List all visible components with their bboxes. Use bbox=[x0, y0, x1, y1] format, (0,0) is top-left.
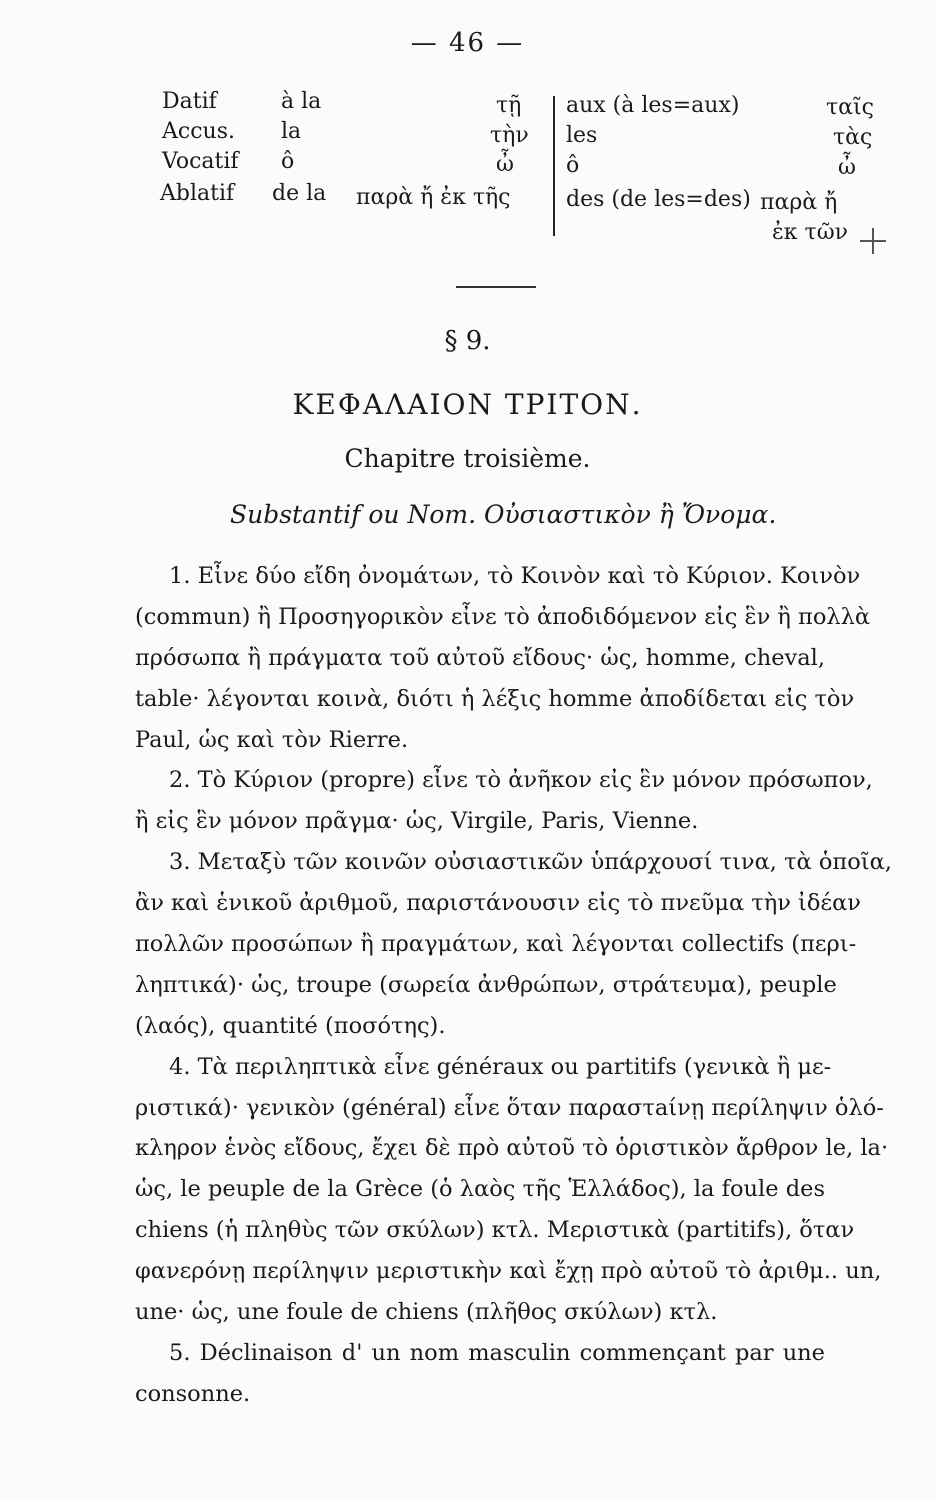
french-plural: les bbox=[566, 123, 598, 148]
french-singular: de la bbox=[272, 181, 327, 206]
text-line: 4. Τὰ περιληπτικὰ εἶνε généraux ou partitifs (γενικὰ ἢ με- bbox=[169, 1053, 832, 1080]
text-line: 5. Déclinaison d' un nom masculin commençant par une bbox=[169, 1339, 825, 1366]
greek-singular: παρὰ ἤ ἐκ τῆς bbox=[356, 185, 511, 210]
subheading: Substantif ou Nom. Οὐσιαστικὸν ἢ Ὄνομα. bbox=[230, 500, 777, 529]
text-line: consonne. bbox=[135, 1380, 251, 1407]
text-line: (λαός), quantité (ποσότης). bbox=[135, 1012, 446, 1039]
text-line: chiens (ἡ πληθὺς τῶν σκύλων) κτλ. Μεριστικὰ (partitifs), ὅταν bbox=[135, 1217, 855, 1244]
text-line: πρόσωπα ἢ πράγματα τοῦ αὐτοῦ εἴδους· ὡς, homme, cheval, bbox=[135, 644, 825, 671]
case-label: Vocatif bbox=[162, 149, 239, 174]
greek-singular: τὴν bbox=[490, 123, 529, 148]
text-line: φανερόνῃ περίληψιν μεριστικὴν καὶ ἔχῃ πρὸ αὐτοῦ τὸ ἀριθμ.. un, bbox=[135, 1258, 882, 1285]
section-rule bbox=[456, 286, 536, 288]
greek-plural-continuation: ἐκ τῶν bbox=[772, 220, 849, 245]
text-line: ἢ εἰς ἓν μόνον πρᾶγμα· ὡς, Virgile, Paris, Vienne. bbox=[135, 808, 699, 835]
text-line: 3. Μεταξὺ τῶν κοινῶν οὐσιαστικῶν ὑπάρχουσί τινα, τὰ ὁποῖα, bbox=[169, 849, 892, 876]
table-divider bbox=[553, 96, 555, 236]
body-text bbox=[135, 556, 892, 1415]
greek-plural: ὦ bbox=[838, 155, 856, 180]
french-plural: ô bbox=[566, 153, 580, 178]
case-label: Ablatif bbox=[160, 181, 235, 206]
greek-singular: ὦ bbox=[496, 152, 514, 177]
text-line: 2. Τὸ Κύριον (propre) εἶνε τὸ ἀνῆκον εἰς ἓν μόνον πρόσωπον, bbox=[169, 767, 873, 794]
page-number: — 46 — bbox=[410, 28, 525, 58]
text-line: κληρον ἑνὸς εἴδους, ἔχει δὲ πρὸ αὐτοῦ τὸ ὁριστικὸν ἄρθρον le, la· bbox=[135, 1135, 889, 1162]
greek-plural: παρὰ ἤ bbox=[760, 190, 838, 215]
case-label: Accus. bbox=[162, 119, 235, 144]
text-line: (commun) ἢ Προσηγορικὸν εἶνε τὸ ἀποδιδόμενον εἰς ἓν ἢ πολλὰ bbox=[135, 603, 871, 630]
greek-plural: ταῖς bbox=[826, 95, 874, 120]
text-line: ἂν καὶ ἑνικοῦ ἀριθμοῦ, παριστάνουσιν εἰς τὸ πνεῦμα τὴν ἰδέαν bbox=[135, 890, 861, 917]
text-line: ὡς, le peuple de la Grèce (ὁ λαὸς τῆς Ἑλλάδος), la foule des bbox=[135, 1176, 825, 1203]
french-plural: aux (à les=aux) bbox=[566, 93, 740, 118]
section-mark: § 9. bbox=[444, 326, 491, 356]
chapter-subtitle: Chapitre troisième. bbox=[344, 444, 591, 473]
text-line: πολλῶν προσώπων ἢ πραγμάτων, καὶ λέγονται collectifs (περι- bbox=[135, 931, 857, 958]
chapter-title: ΚΕΦΑΛΑΙΟΝ ΤΡΙΤΟΝ. bbox=[292, 388, 643, 421]
margin-mark bbox=[860, 228, 886, 254]
french-singular: à la bbox=[281, 89, 322, 114]
french-singular: la bbox=[281, 119, 302, 144]
greek-singular: τῇ bbox=[496, 93, 522, 118]
text-line: une· ὡς, une foule de chiens (πλῆθος σκύλων) κτλ. bbox=[135, 1299, 718, 1326]
text-line: Paul, ὡς καὶ τὸν Rierre. bbox=[135, 726, 409, 753]
text-line: ριστικά)· γενικὸν (général) εἶνε ὅταν παραστaίνῃ περίληψιν ὁλό- bbox=[135, 1094, 884, 1121]
text-line: table· λέγονται κοινὰ, διότι ἡ λέξις homme ἀποδίδεται εἰς τὸν bbox=[135, 685, 855, 712]
case-label: Datif bbox=[162, 89, 217, 114]
text-line: 1. Εἶνε δύο εἴδη ὀνομάτων, τὸ Κοινὸν καὶ τὸ Κύριον. Κοινὸν bbox=[169, 563, 861, 589]
french-singular: ô bbox=[281, 149, 295, 174]
greek-plural: τὰς bbox=[833, 125, 873, 150]
text-line: ληπτικά)· ὡς, troupe (σωρεία ἀνθρώπων, στράτευμα), peuple bbox=[135, 971, 837, 998]
french-plural: des (de les=des) bbox=[566, 187, 751, 212]
